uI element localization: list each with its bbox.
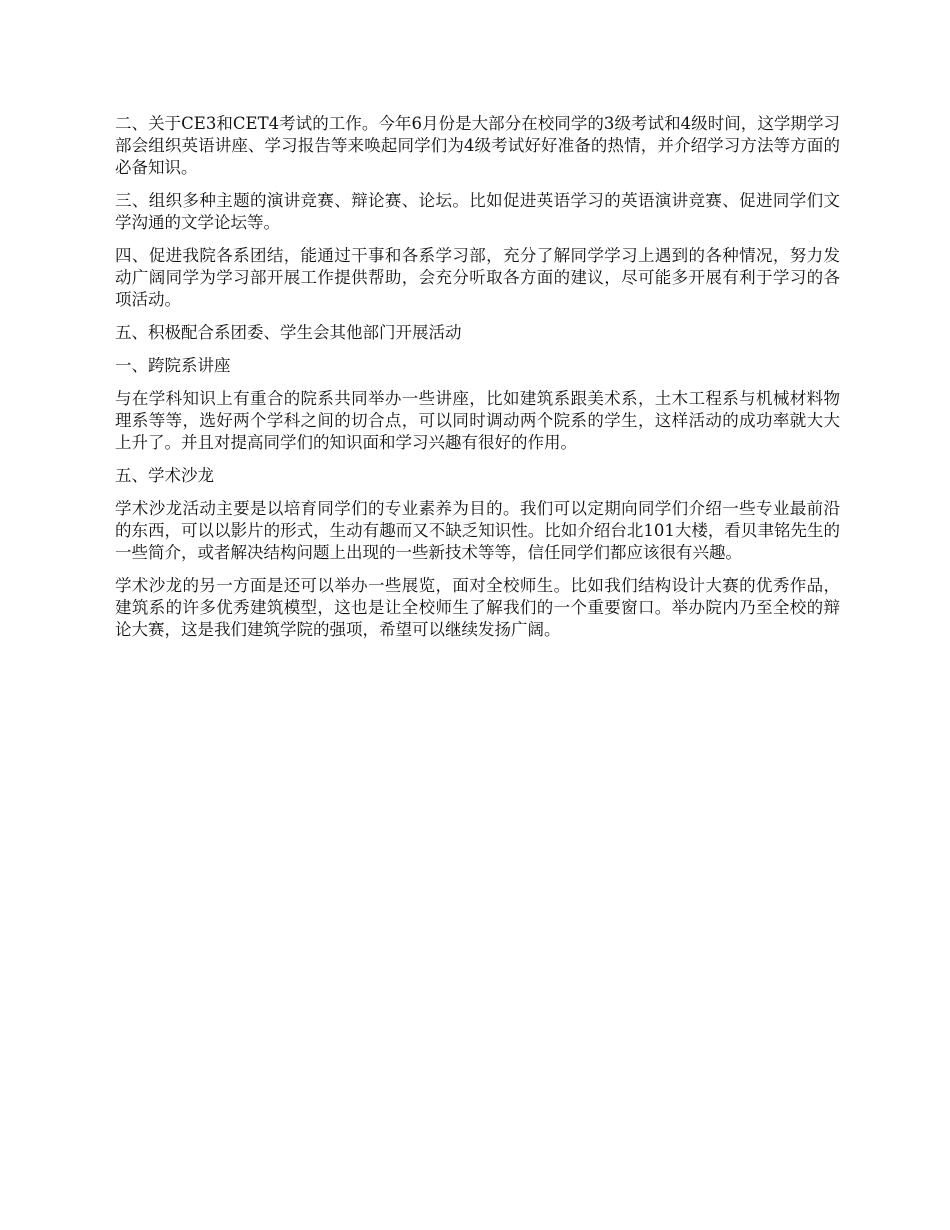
paragraph-cet-exams: 二、关于CE3和CET4考试的工作。今年6月份是大部分在校同学的3级考试和4级时间，这学期学习部会组织英语讲座、学习报告等来唤起同学们为4级考试好好准备的热情，并介绍学习方法等方面的必备知识。: [115, 114, 840, 177]
paragraph-speech-contests: 三、组织多种主题的演讲竞赛、辩论赛、论坛。比如促进英语学习的英语演讲竞赛、促进同学们文学沟通的文学论坛等。: [115, 191, 840, 232]
heading-academic-salon: 五、学术沙龙: [115, 466, 214, 485]
heading-cross-department-lectures: 一、跨院系讲座: [115, 356, 231, 375]
paragraph-academic-salon: 学术沙龙活动主要是以培育同学们的专业素养为目的。我们可以定期向同学们介绍一些专业最前沿的东西，可以以影片的形式，生动有趣而又不缺乏知识性。比如介绍台北101大楼，看贝聿铭先生的一些简介，或者解决结构问题上出现的一些新技术等等，信任同学们都应该很有兴趣。: [115, 499, 840, 562]
paragraph-exhibitions: 学术沙龙的另一方面是还可以举办一些展览，面对全校师生。比如我们结构设计大赛的优秀作品，建筑系的许多优秀建筑模型，这也是让全校师生了解我们的一个重要窗口。举办院内乃至全校的辩论大赛，这是我们建筑学院的强项，希望可以继续发扬广阔。: [115, 576, 840, 639]
paragraph-cross-department-lectures: 与在学科知识上有重合的院系共同举办一些讲座，比如建筑系跟美术系，土木工程系与机械材料物理系等等，选好两个学科之间的切合点，可以同时调动两个院系的学生，这样活动的成功率就大大上升了。并且对提高同学们的知识面和学习兴趣有很好的作用。: [115, 389, 840, 452]
document-body: [115, 113, 840, 652]
heading-cooperation: 五、积极配合系团委、学生会其他部门开展活动: [115, 323, 462, 342]
paragraph-department-unity: 四、促进我院各系团结，能通过干事和各系学习部，充分了解同学学习上遇到的各种情况，努力发动广阔同学为学习部开展工作提供帮助，会充分听取各方面的建议，尽可能多开展有利于学习的各项活动。: [115, 246, 840, 309]
